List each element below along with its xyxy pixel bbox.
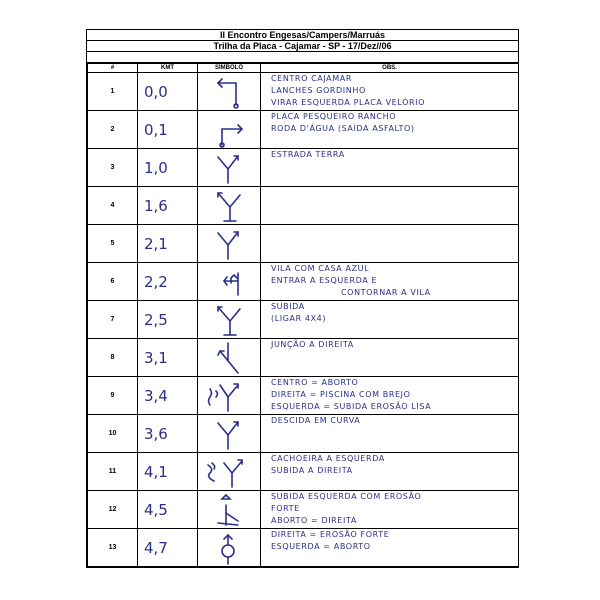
row-number: 1	[88, 73, 138, 111]
row-kmt: 2,5	[138, 301, 198, 339]
obs-line: ESQUERDA = SUBIDA EROSÃO LISA	[271, 402, 432, 411]
fork-left-icon	[198, 301, 260, 338]
row-number: 8	[88, 339, 138, 377]
row-obs	[261, 225, 519, 263]
obs-line: DIREITA = PISCINA COM BREJO	[271, 390, 411, 399]
row-obs	[261, 377, 519, 415]
row-obs	[261, 263, 519, 301]
row-number: 7	[88, 301, 138, 339]
obs-line: PLACA PESQUEIRO RANCHO	[271, 112, 397, 121]
roundabout-icon	[198, 529, 260, 566]
row-number: 4	[88, 187, 138, 225]
row-kmt: 0,0	[138, 73, 198, 111]
table-row	[88, 339, 519, 377]
row-obs	[261, 339, 519, 377]
row-number: 11	[88, 453, 138, 491]
obs-line: SUBIDA A DIREITA	[271, 466, 353, 475]
fork-right-icon	[198, 415, 260, 452]
row-obs	[261, 73, 519, 111]
start-left-turn-icon	[198, 73, 260, 110]
obs-line: (LIGAR 4X4)	[271, 314, 327, 323]
obs-line: LANCHES GORDINHO	[271, 86, 366, 95]
roadbook-sheet	[86, 29, 519, 568]
row-obs	[261, 415, 519, 453]
row-number: 2	[88, 111, 138, 149]
row-kmt: 3,4	[138, 377, 198, 415]
row-symbol	[198, 415, 261, 453]
row-kmt: 1,6	[138, 187, 198, 225]
obs-line: VIRAR ESQUERDA PLACA VELÓRIO	[271, 98, 425, 107]
row-kmt: 1,0	[138, 149, 198, 187]
table-row	[88, 529, 519, 567]
row-obs	[261, 491, 519, 529]
obs-line: CENTRO = ABORTO	[271, 378, 359, 387]
obs-line: FORTE	[271, 504, 300, 513]
row-number: 5	[88, 225, 138, 263]
row-obs	[261, 301, 519, 339]
document-title: II Encontro Engesas/Campers/Marruás	[87, 30, 518, 41]
column-header-number: #	[88, 64, 138, 73]
table-row	[88, 377, 519, 415]
row-kmt: 4,5	[138, 491, 198, 529]
table-row	[88, 491, 519, 529]
table-row	[88, 149, 519, 187]
row-symbol	[198, 453, 261, 491]
row-number: 6	[88, 263, 138, 301]
roadbook-table	[87, 63, 519, 567]
table-row	[88, 111, 519, 149]
row-symbol	[198, 377, 261, 415]
row-number: 3	[88, 149, 138, 187]
obs-line: CENTRO CAJAMAR	[271, 74, 352, 83]
row-kmt: 2,2	[138, 263, 198, 301]
row-symbol	[198, 339, 261, 377]
obs-line: RODA D'ÁGUA (SAÍDA ASFALTO)	[271, 124, 415, 133]
obs-line: DESCIDA EM CURVA	[271, 416, 361, 425]
fork-right-icon	[198, 149, 260, 186]
obs-line: DIREITA = EROSÃO FORTE	[271, 530, 390, 539]
row-obs	[261, 111, 519, 149]
obs-line: CACHOEIRA A ESQUERDA	[271, 454, 385, 463]
obs-line: ESTRADA TERRA	[271, 150, 345, 159]
obs-line: CONTORNAR A VILA	[341, 288, 431, 297]
table-row	[88, 225, 519, 263]
row-kmt: 2,1	[138, 225, 198, 263]
row-symbol	[198, 301, 261, 339]
row-symbol	[198, 263, 261, 301]
obs-line: SUBIDA	[271, 302, 305, 311]
obs-line: ENTRAR A ESQUERDA E	[271, 276, 378, 285]
fork-right-icon	[198, 225, 260, 262]
row-kmt: 3,1	[138, 339, 198, 377]
row-kmt: 0,1	[138, 111, 198, 149]
table-row	[88, 415, 519, 453]
row-obs	[261, 529, 519, 567]
row-kmt: 3,6	[138, 415, 198, 453]
row-symbol	[198, 491, 261, 529]
column-header-symbol: SÍMBOLO	[198, 64, 261, 73]
table-row	[88, 263, 519, 301]
column-header-obs: OBS.	[261, 64, 519, 73]
table-row	[88, 301, 519, 339]
row-symbol	[198, 73, 261, 111]
row-symbol	[198, 111, 261, 149]
header-spacer	[87, 52, 518, 63]
table-row	[88, 187, 519, 225]
obs-line: ABORTO = DIREITA	[271, 516, 357, 525]
waterfall-fork-icon	[198, 453, 260, 490]
obs-line: JUNÇÃO A DIREITA	[271, 340, 354, 349]
row-kmt: 4,1	[138, 453, 198, 491]
row-obs	[261, 149, 519, 187]
row-kmt: 4,7	[138, 529, 198, 567]
split-water-icon	[198, 377, 260, 414]
row-symbol	[198, 529, 261, 567]
row-symbol	[198, 187, 261, 225]
document-subtitle: Trilha da Placa - Cajamar - SP - 17/Dez//06	[87, 41, 518, 52]
row-number: 9	[88, 377, 138, 415]
row-symbol	[198, 149, 261, 187]
table-row	[88, 73, 519, 111]
obs-line: ESQUERDA = ABORTO	[271, 542, 371, 551]
row-obs	[261, 453, 519, 491]
fork-left-icon	[198, 187, 260, 224]
right-turn-icon	[198, 111, 260, 148]
junction-right-icon	[198, 339, 260, 376]
row-obs	[261, 187, 519, 225]
erosion-fork-icon	[198, 491, 260, 528]
row-symbol	[198, 225, 261, 263]
table-row	[88, 453, 519, 491]
obs-line: VILA COM CASA AZUL	[271, 264, 370, 273]
house-left-icon	[198, 263, 260, 300]
row-number: 10	[88, 415, 138, 453]
obs-line: SUBIDA ESQUERDA COM EROSÃO	[271, 492, 422, 501]
row-number: 13	[88, 529, 138, 567]
row-number: 12	[88, 491, 138, 529]
column-header-kmt: KMT	[138, 64, 198, 73]
